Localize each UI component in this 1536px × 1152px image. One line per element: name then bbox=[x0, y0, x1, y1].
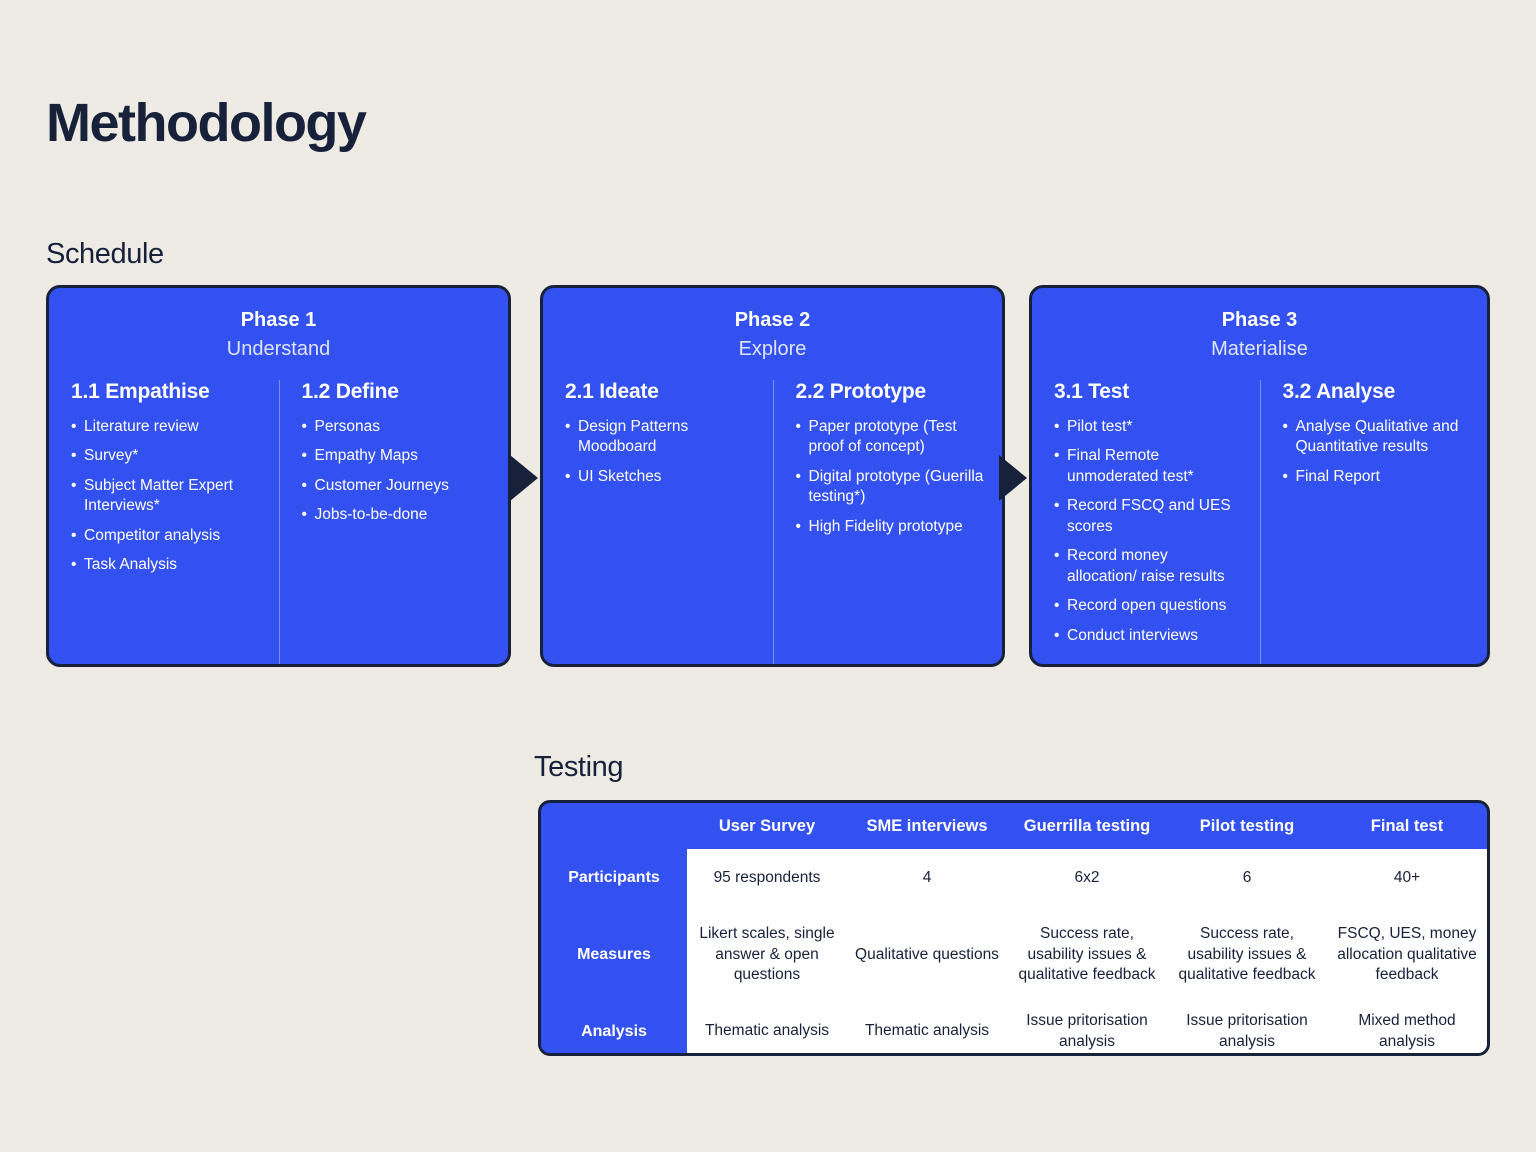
cell-participants-final-test: 40+ bbox=[1327, 849, 1487, 907]
table-header-row bbox=[541, 803, 1487, 849]
page-title: Methodology bbox=[46, 93, 366, 153]
list-item: • Final Report bbox=[1283, 467, 1470, 487]
list-item: • Analyse Qualitative and Quantitative results bbox=[1283, 417, 1470, 458]
column-header-final-test: Final test bbox=[1370, 816, 1444, 835]
list-item: • Record open questions bbox=[1054, 596, 1242, 616]
list-item: • Task Analysis bbox=[71, 555, 261, 575]
cell-measures-user-survey: Likert scales, single answer & open questions bbox=[687, 907, 847, 1003]
phase-card-1 bbox=[46, 285, 511, 667]
list-item: • Final Remote unmoderated test* bbox=[1054, 446, 1242, 487]
cell-analysis-guerrilla-testing: Issue pritorisation analysis bbox=[1007, 1003, 1167, 1056]
phase-subtitle-1: Understand bbox=[226, 338, 331, 360]
arrow-right-icon bbox=[999, 455, 1029, 501]
phase-name-3: Phase 3 bbox=[1221, 309, 1298, 331]
list-item: • Subject Matter Expert Interviews* bbox=[71, 476, 261, 517]
phase-3-column-2-title: 3.2 Analyse bbox=[1282, 380, 1396, 403]
phase-header-2 bbox=[543, 288, 1002, 364]
cell-measures-final-test: FSCQ, UES, money allocation qualitative feedback bbox=[1327, 907, 1487, 1003]
cell-analysis-user-survey: Thematic analysis bbox=[687, 1003, 847, 1056]
arrow-right-icon bbox=[510, 455, 540, 501]
phase-3-column-2-list bbox=[1283, 417, 1470, 487]
phase-name-1: Phase 1 bbox=[240, 309, 317, 331]
row-header-participants: Participants bbox=[541, 849, 687, 907]
schedule-section-label: Schedule bbox=[46, 238, 164, 270]
list-item: • High Fidelity prototype bbox=[796, 517, 985, 537]
list-item: • Personas bbox=[302, 417, 491, 437]
list-item: • Record FSCQ and UES scores bbox=[1054, 496, 1242, 537]
list-item: • Customer Journeys bbox=[302, 476, 491, 496]
cell-participants-guerrilla-testing: 6x2 bbox=[1007, 849, 1167, 907]
phase-1-column-1-title: 1.1 Empathise bbox=[71, 380, 210, 403]
schedule-diagram bbox=[46, 285, 1490, 667]
list-item: • Jobs-to-be-done bbox=[302, 505, 491, 525]
phase-subtitle-2: Explore bbox=[738, 338, 807, 360]
list-item: • Competitor analysis bbox=[71, 526, 261, 546]
phase-1-column-2-title: 1.2 Define bbox=[301, 380, 399, 403]
phase-2-column-1 bbox=[543, 380, 773, 667]
phase-1-column-2 bbox=[279, 380, 509, 667]
cell-measures-pilot-testing: Success rate, usability issues & qualitative feedback bbox=[1167, 907, 1327, 1003]
cell-participants-pilot-testing: 6 bbox=[1167, 849, 1327, 907]
phase-2-column-2 bbox=[773, 380, 1003, 667]
list-item: • Digital prototype (Guerilla testing*) bbox=[796, 467, 985, 508]
cell-participants-user-survey: 95 respondents bbox=[687, 849, 847, 907]
cell-analysis-pilot-testing: Issue pritorisation analysis bbox=[1167, 1003, 1327, 1056]
phase-1-column-1-list bbox=[71, 417, 261, 576]
phase-3-column-1-title: 3.1 Test bbox=[1054, 380, 1130, 403]
phase-header-1 bbox=[49, 288, 508, 364]
list-item: • Literature review bbox=[71, 417, 261, 437]
phase-2-column-1-list bbox=[565, 417, 755, 487]
cell-participants-sme-interviews: 4 bbox=[847, 849, 1007, 907]
testing-table bbox=[538, 800, 1490, 1056]
phase-name-2: Phase 2 bbox=[734, 309, 811, 331]
phase-header-3 bbox=[1032, 288, 1487, 364]
column-header-guerrilla-testing: Guerrilla testing bbox=[1023, 816, 1151, 835]
table-corner-cell bbox=[541, 803, 687, 849]
table-row bbox=[541, 907, 1487, 1003]
phase-3-column-2 bbox=[1260, 380, 1488, 667]
column-header-pilot-testing: Pilot testing bbox=[1199, 816, 1295, 835]
phase-3-column-1-list bbox=[1054, 417, 1242, 646]
list-item: • Survey* bbox=[71, 446, 261, 466]
phase-card-2 bbox=[540, 285, 1005, 667]
row-header-analysis: Analysis bbox=[541, 1003, 687, 1056]
list-item: • Pilot test* bbox=[1054, 417, 1242, 437]
phase-1-column-2-list bbox=[302, 417, 491, 526]
phase-subtitle-3: Materialise bbox=[1211, 338, 1308, 360]
list-item: • Design Patterns Moodboard bbox=[565, 417, 755, 458]
list-item: • Paper prototype (Test proof of concept) bbox=[796, 417, 985, 458]
phase-2-column-2-title: 2.2 Prototype bbox=[795, 380, 926, 403]
phase-3-column-1 bbox=[1032, 380, 1260, 667]
phase-2-column-2-list bbox=[796, 417, 985, 537]
table-row bbox=[541, 1003, 1487, 1056]
list-item: • Conduct interviews bbox=[1054, 626, 1242, 646]
testing-section-label: Testing bbox=[534, 751, 624, 783]
cell-analysis-sme-interviews: Thematic analysis bbox=[847, 1003, 1007, 1056]
phase-2-column-1-title: 2.1 Ideate bbox=[565, 380, 659, 403]
phase-1-column-1 bbox=[49, 380, 279, 667]
cell-measures-sme-interviews: Qualitative questions bbox=[847, 907, 1007, 1003]
cell-analysis-final-test: Mixed method analysis bbox=[1327, 1003, 1487, 1056]
list-item: • Empathy Maps bbox=[302, 446, 491, 466]
list-item: • UI Sketches bbox=[565, 467, 755, 487]
column-header-sme-interviews: SME interviews bbox=[866, 816, 988, 835]
row-header-measures: Measures bbox=[541, 907, 687, 1003]
phase-card-3 bbox=[1029, 285, 1490, 667]
table-row bbox=[541, 849, 1487, 907]
list-item: • Record money allocation/ raise results bbox=[1054, 546, 1242, 587]
cell-measures-guerrilla-testing: Success rate, usability issues & qualitative feedback bbox=[1007, 907, 1167, 1003]
column-header-user-survey: User Survey bbox=[718, 816, 816, 835]
